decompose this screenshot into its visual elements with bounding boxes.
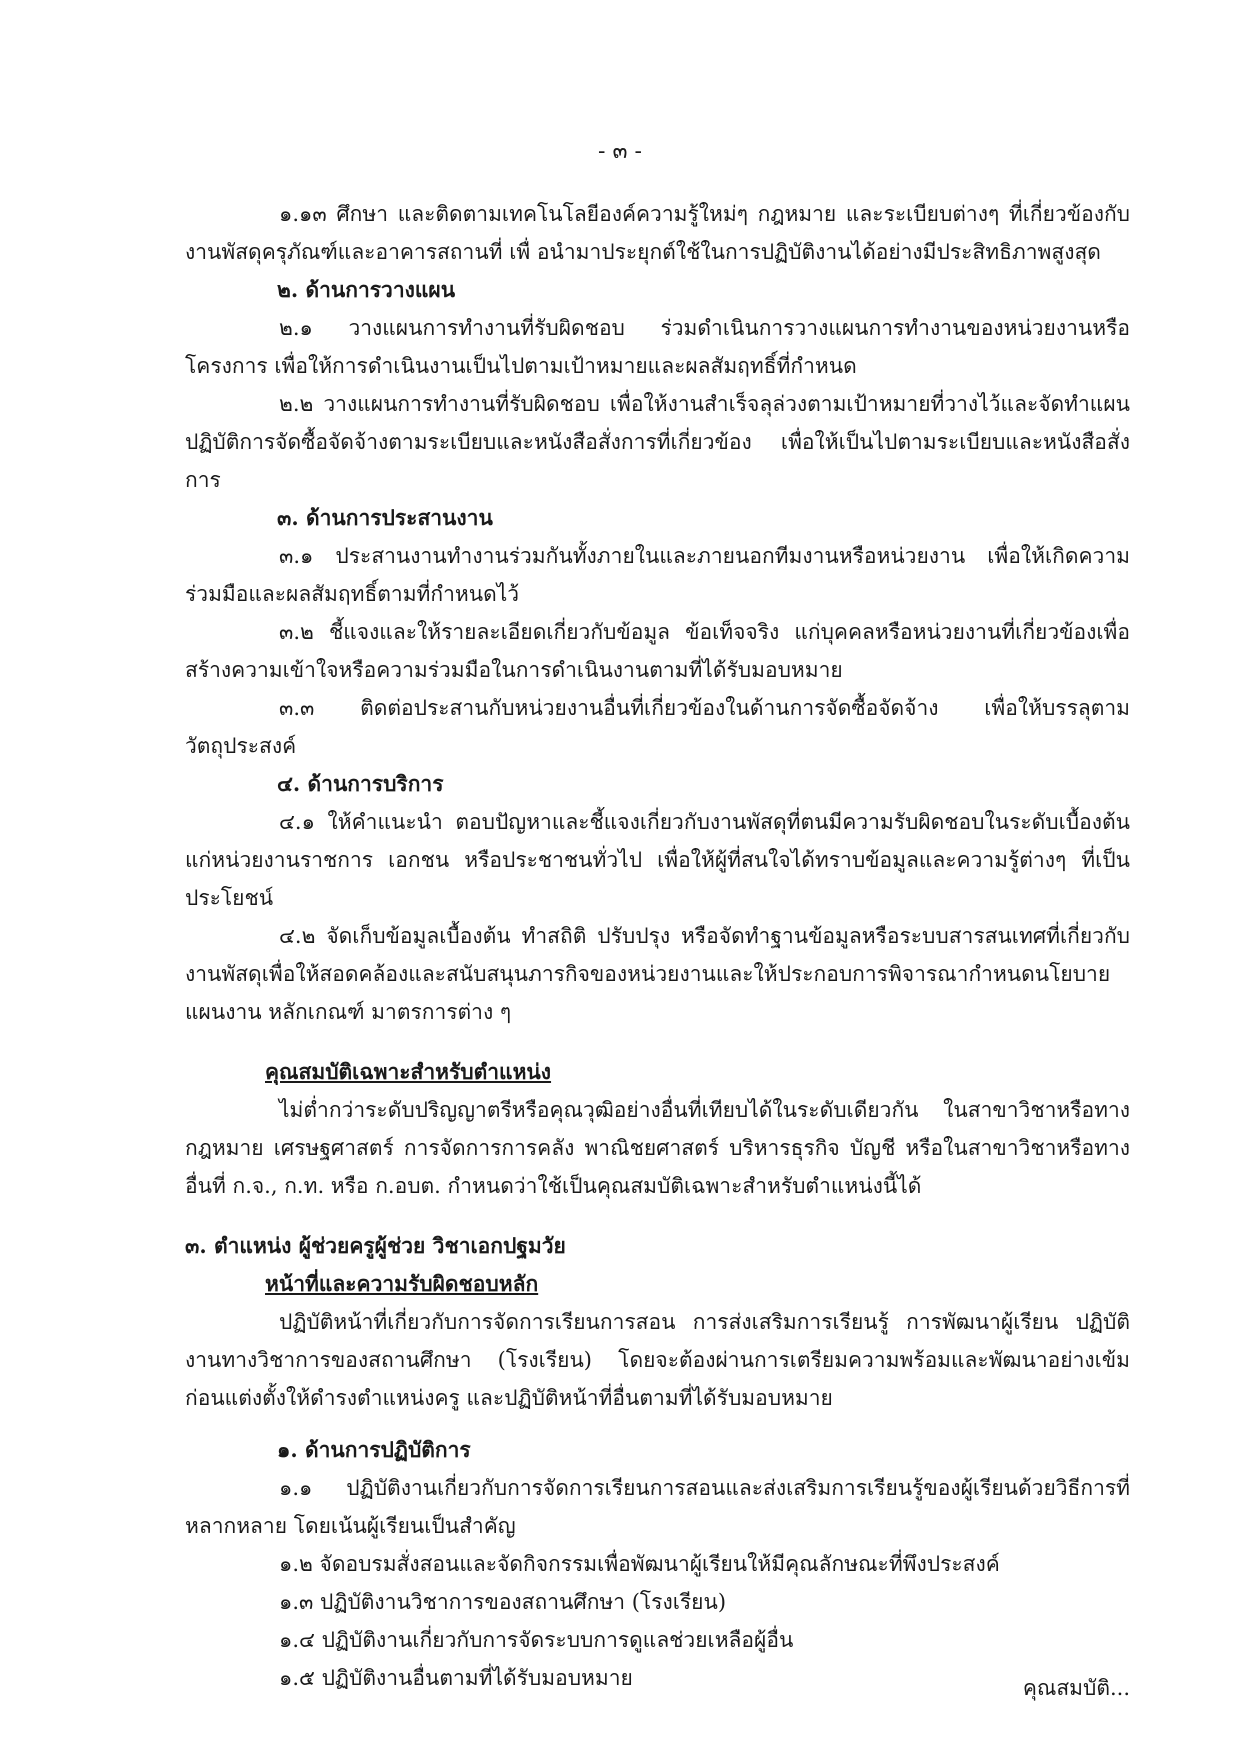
page-number: - ๓ - xyxy=(598,139,642,164)
position-heading: ๓. ตำแหน่ง ผู้ช่วยครูผู้ช่วย วิชาเอกปฐมวัย xyxy=(185,1233,566,1258)
body-paragraph: ๓.๒ ชี้แจงและให้รายละเอียดเกี่ยวกับข้อมูล ข้อเท็จจริง แก่บุคคลหรือหน่วยงานที่เกี่ยวข้องเพื่อสร้างความเข้าใจหรือความร่วมมือในการดำเนินงานตามที่ได้รับมอบหมาย xyxy=(185,620,1130,682)
section-heading: ๔. ด้านการบริการ xyxy=(277,771,444,796)
body-paragraph: ๑.๔ ปฏิบัติงานเกี่ยวกับการจัดระบบการดูแลช่วยเหลือผู้อื่น xyxy=(279,1628,794,1652)
body-paragraph: ๑.๒ จัดอบรมสั่งสอนและจัดกิจกรรมเพื่อพัฒนาผู้เรียนให้มีคุณลักษณะที่พึงประสงค์ xyxy=(279,1552,1000,1576)
section-heading: ๒. ด้านการวางแผน xyxy=(277,277,456,302)
body-paragraph: ๑.๓ ปฏิบัติงานวิชาการของสถานศึกษา (โรงเรียน) xyxy=(279,1590,727,1614)
body-paragraph: ๑.๑ ปฏิบัติงานเกี่ยวกับการจัดการเรียนการสอนและส่งเสริมการเรียนรู้ของผู้เรียนด้วยวิธีการที่หลากหลาย โดยเน้นผู้เรียนเป็นสำคัญ xyxy=(185,1476,1130,1538)
subsection-heading: หน้าที่และความรับผิดชอบหลัก xyxy=(265,1271,539,1296)
body-paragraph: ๔.๒ จัดเก็บข้อมูลเบื้องต้น ทำสถิติ ปรับปรุง หรือจัดทำฐานข้อมูลหรือระบบสารสนเทศที่เกี่ยวกับงานพัสดุเพื่อให้สอดคล้องและสนับสนุนภารกิจของหน่วยงานและให้ประกอบการพิจารณากำหนดนโยบายแผนงาน หลักเกณฑ์ มาตรการต่าง ๆ xyxy=(185,924,1130,1024)
body-paragraph: ๒.๒ วางแผนการทำงานที่รับผิดชอบ เพื่อให้งานสำเร็จลุล่วงตามเป้าหมายที่วางไว้และจัดทำแผนปฏิบัติการจัดซื้อจัดจ้างตามระเบียบและหนังสือสั่งการที่เกี่ยวข้อง เพื่อให้เป็นไปตามระเบียบและหนังสือสั่งการ xyxy=(185,392,1130,492)
subsection-heading: คุณสมบัติเฉพาะสำหรับตำแหน่ง xyxy=(265,1059,552,1084)
document-body xyxy=(185,195,1130,1697)
body-paragraph: ปฏิบัติหน้าที่เกี่ยวกับการจัดการเรียนการสอน การส่งเสริมการเรียนรู้ การพัฒนาผู้เรียน ปฏิบัติงานทางวิชาการของสถานศึกษา (โรงเรียน) โดยจะต้องผ่านการเตรียมความพร้อมและพัฒนาอย่างเข้มก่อนแต่งตั้งให้ดำรงตำแหน่งครู และปฏิบัติหน้าที่อื่นตามที่ได้รับมอบหมาย xyxy=(185,1310,1130,1410)
body-paragraph: ๒.๑ วางแผนการทำงานที่รับผิดชอบ ร่วมดำเนินการวางแผนการทำงานของหน่วยงานหรือโครงการ เพื่อให้การดำเนินงานเป็นไปตามเป้าหมายและผลสัมฤทธิ์ที่กำหนด xyxy=(185,316,1130,378)
section-heading: ๓. ด้านการประสานงาน xyxy=(277,505,493,530)
section-heading: ๑. ด้านการปฏิบัติการ xyxy=(277,1437,471,1462)
body-paragraph: ๓.๑ ประสานงานทำงานร่วมกันทั้งภายในและภายนอกทีมงานหรือหน่วยงาน เพื่อให้เกิดความร่วมมือและผลสัมฤทธิ์ตามที่กำหนดไว้ xyxy=(185,544,1130,606)
body-paragraph: ๑.๑๓ ศึกษา และติดตามเทคโนโลยีองค์ความรู้ใหม่ๆ กฎหมาย และระเบียบต่างๆ ที่เกี่ยวข้องกับงานพัสดุครุภัณฑ์และอาคารสถานที่ เพื่ อนำมาประยุกต์ใช้ในการปฏิบัติงานได้อย่างมีประสิทธิภาพสูงสุด xyxy=(185,202,1130,264)
continuation-text: คุณสมบัติ... xyxy=(1022,1676,1130,1700)
body-paragraph: ๓.๓ ติดต่อประสานกับหน่วยงานอื่นที่เกี่ยวข้องในด้านการจัดซื้อจัดจ้าง เพื่อให้บรรลุตามวัตถุประสงค์ xyxy=(185,696,1130,758)
body-paragraph: ๔.๑ ให้คำแนะนำ ตอบปัญหาและชี้แจงเกี่ยวกับงานพัสดุที่ตนมีความรับผิดชอบในระดับเบื้องต้นแก่หน่วยงานราชการ เอกชน หรือประชาชนทั่วไป เพื่อให้ผู้ที่สนใจได้ทราบข้อมูลและความรู้ต่างๆ ที่เป็นประโยชน์ xyxy=(185,810,1130,910)
body-paragraph: ไม่ต่ำกว่าระดับปริญญาตรีหรือคุณวุฒิอย่างอื่นที่เทียบได้ในระดับเดียวกัน ในสาขาวิชาหรือทางกฎหมาย เศรษฐศาสตร์ การจัดการการคลัง พาณิชยศาสตร์ บริหารธุรกิจ บัญชี หรือในสาขาวิชาหรือทางอื่นที่ ก.จ., ก.ท. หรือ ก.อบต. กำหนดว่าใช้เป็นคุณสมบัติเฉพาะสำหรับตำแหน่งนี้ได้ xyxy=(185,1098,1130,1198)
body-paragraph: ๑.๕ ปฏิบัติงานอื่นตามที่ได้รับมอบหมาย xyxy=(279,1666,633,1690)
